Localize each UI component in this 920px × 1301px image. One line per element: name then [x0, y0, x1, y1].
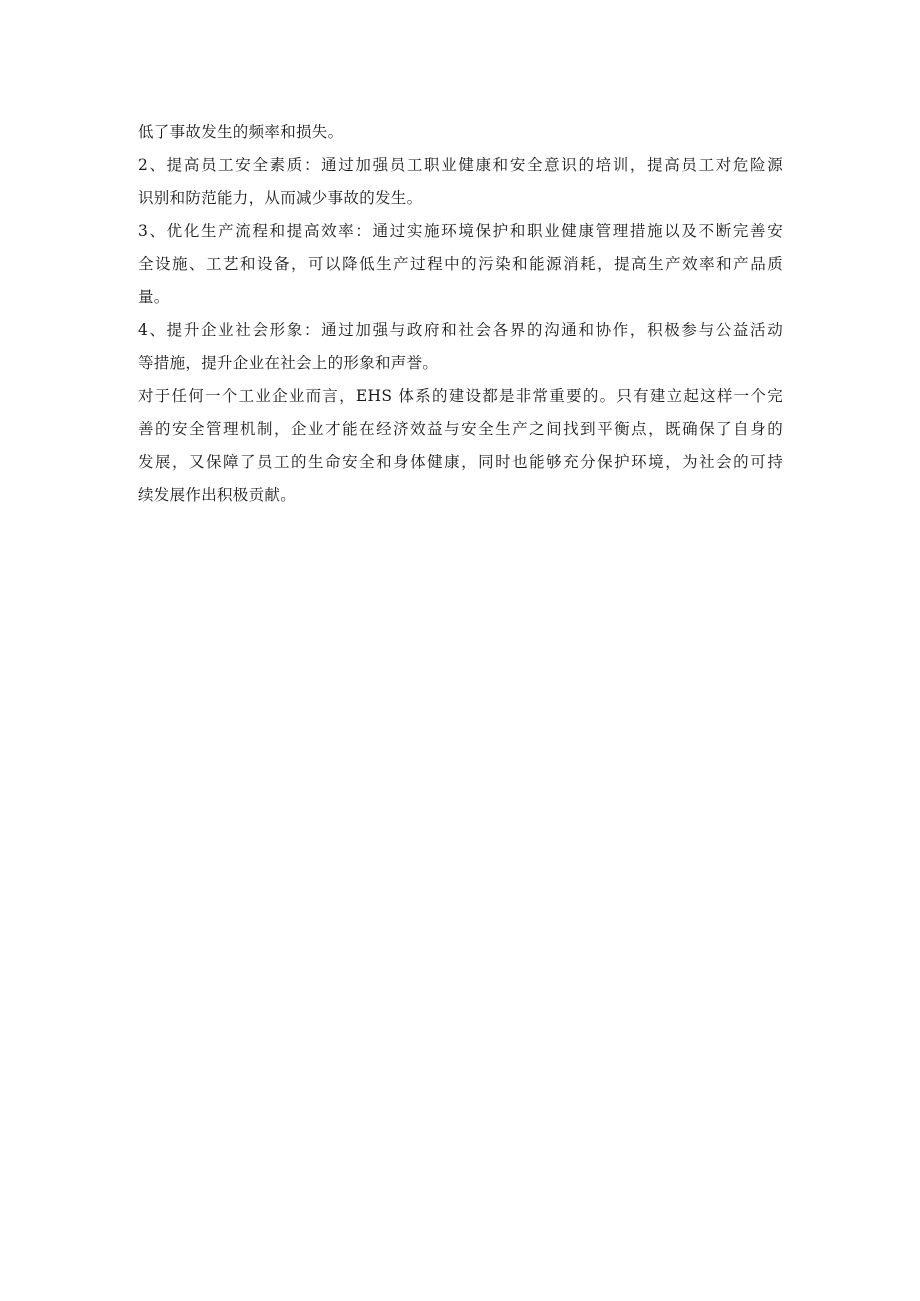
text-line: 发展，又保障了员工的生命安全和身体健康，同时也能够充分保护环境，为社会的可持	[138, 453, 783, 471]
text-line: 对于任何一个工业企业而言，EHS 体系的建设都是非常重要的。只有建立起这样一个完	[138, 387, 783, 405]
text-line: 4、提升企业社会形象：通过加强与政府和社会各界的沟通和协作，积极参与公益活动	[138, 321, 783, 339]
text-line: 识别和防范能力，从而减少事故的发生。	[138, 189, 423, 207]
text-line: 2、提高员工安全素质：通过加强员工职业健康和安全意识的培训，提高员工对危险源	[138, 156, 783, 174]
paragraph-5	[138, 380, 783, 512]
paragraph-4	[138, 314, 783, 380]
paragraph-1	[138, 116, 783, 149]
text-line: 低了事故发生的频率和损失。	[138, 123, 344, 141]
paragraph-2	[138, 149, 783, 215]
document-body	[138, 116, 783, 512]
paragraph-3	[138, 215, 783, 314]
text-line: 等措施，提升企业在社会上的形象和声誉。	[138, 354, 439, 372]
text-line: 3、优化生产流程和提高效率：通过实施环境保护和职业健康管理措施以及不断完善安	[138, 222, 783, 240]
text-line: 量。	[138, 288, 170, 306]
text-line: 续发展作出积极贡献。	[138, 486, 297, 504]
text-line: 善的安全管理机制，企业才能在经济效益与安全生产之间找到平衡点，既确保了自身的	[138, 420, 783, 438]
text-line: 全设施、工艺和设备，可以降低生产过程中的污染和能源消耗，提高生产效率和产品质	[138, 255, 783, 273]
